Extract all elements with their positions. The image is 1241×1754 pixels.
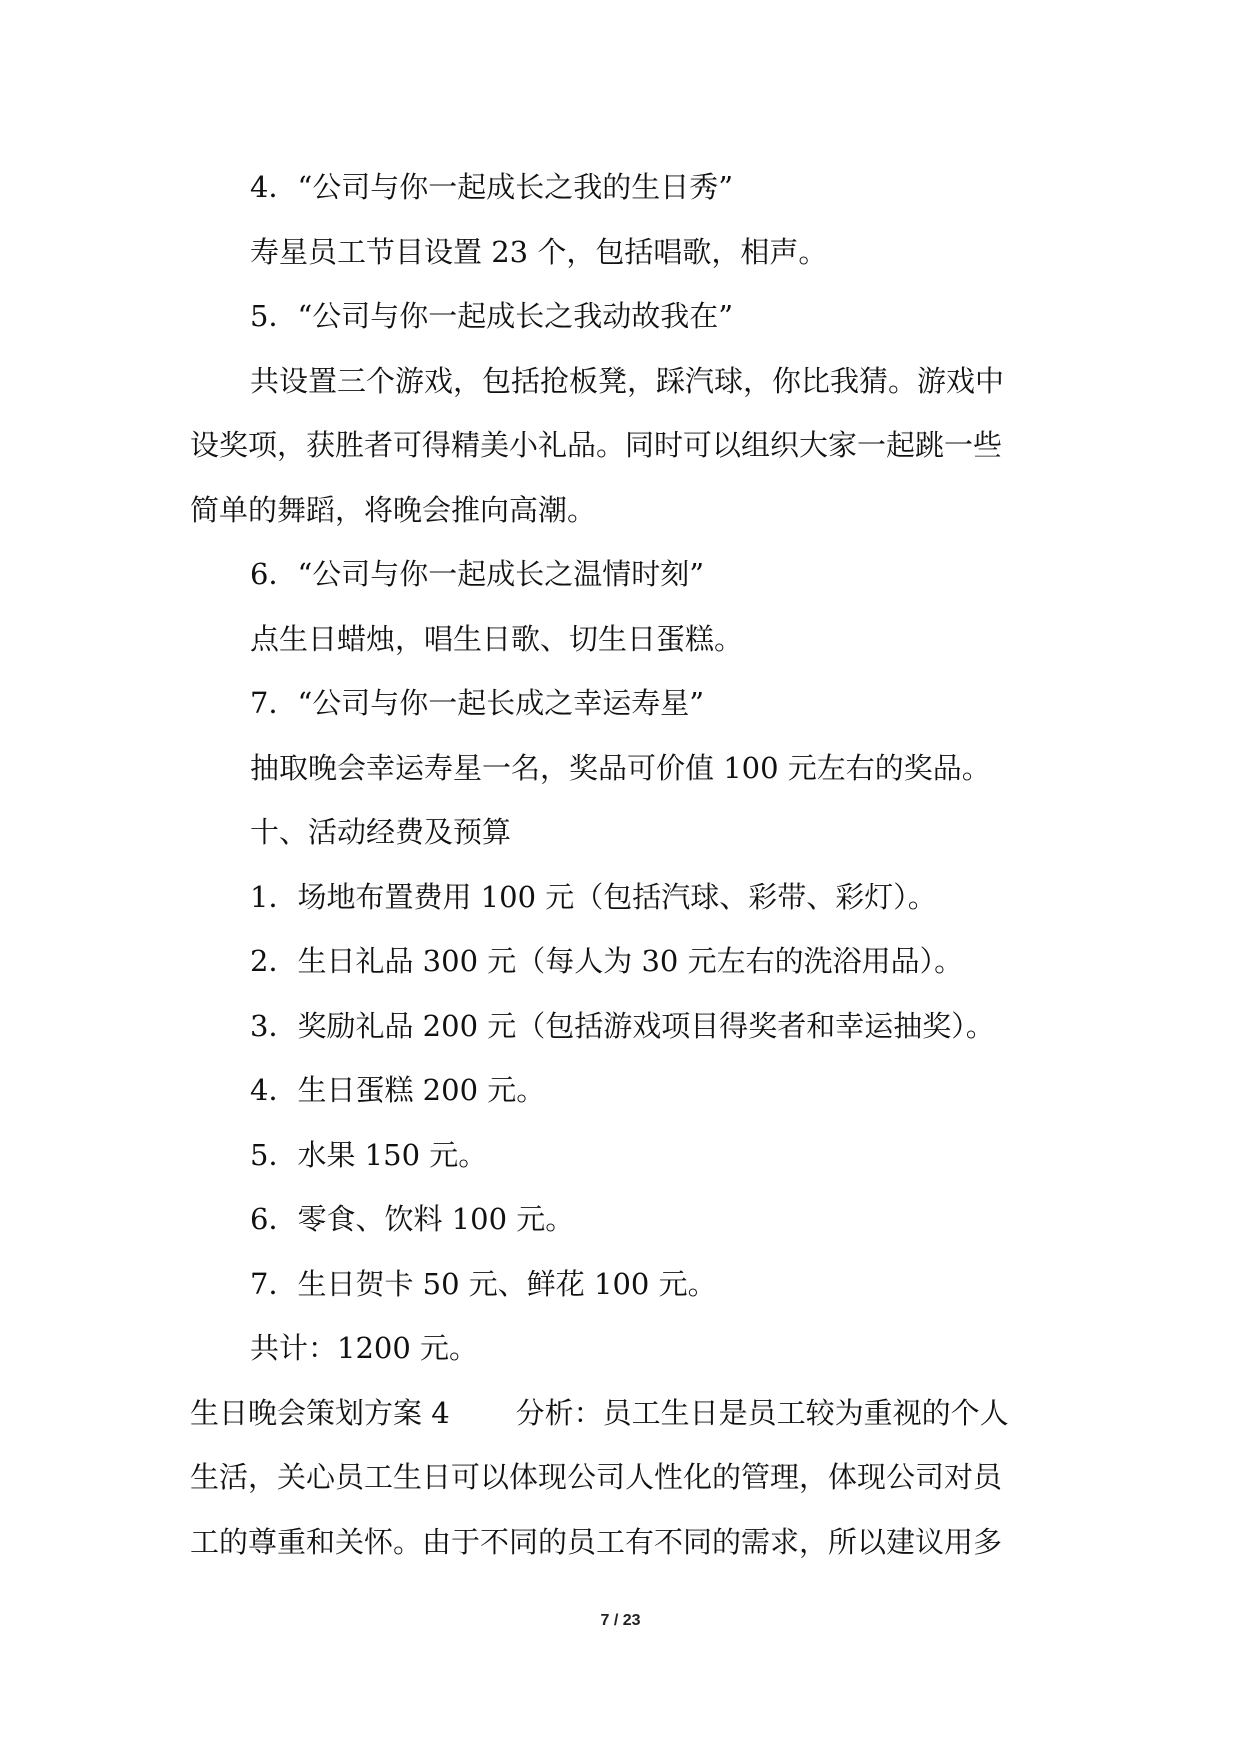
budget-item: 6．零食、饮料 100 元。 — [250, 1202, 575, 1236]
paragraph-line: 设奖项，获胜者可得精美小礼品。同时可以组织大家一起跳一些 — [190, 428, 1003, 462]
item-text-6: 点生日蜡烛，唱生日歌、切生日蛋糕。 — [250, 621, 744, 656]
plan-analysis-start: 分析：员工生日是员工较为重视的个人 — [515, 1395, 1009, 1430]
item-heading-7: 7．“公司与你一起长成之幸运寿星” — [250, 686, 705, 720]
budget-item: 7．生日贺卡 50 元、鲜花 100 元。 — [250, 1266, 717, 1301]
paragraph-plan-4 — [190, 1381, 1050, 1575]
budget-item: 5．水果 150 元。 — [250, 1137, 488, 1172]
item-heading-5: 5．“公司与你一起成长之我动故我在” — [250, 299, 734, 333]
budget-item: 2．生日礼品 300 元（每人为 30 元左右的洗浴用品）。 — [250, 944, 964, 978]
paragraph-line: 简单的舞蹈，将晚会推向高潮。 — [190, 492, 597, 527]
paragraph-line: 生活，关心员工生日可以体现公司人性化的管理，体现公司对员 — [190, 1460, 1003, 1494]
page-body — [190, 155, 1050, 1574]
budget-item: 4．生日蛋糕 200 元。 — [250, 1073, 546, 1107]
budget-item: 1．场地布置费用 100 元（包括汽球、彩带、彩灯）。 — [250, 879, 937, 914]
item-text-4: 寿星员工节目设置 23 个，包括唱歌，相声。 — [250, 234, 828, 269]
paragraph-line: 工的尊重和关怀。由于不同的员工有不同的需求，所以建议用多 — [190, 1524, 1003, 1559]
paragraph-line: 共设置三个游戏，包括抢板凳，踩汽球，你比我猜。游戏中 — [250, 363, 1005, 398]
plan-title: 生日晚会策划方案 4 — [190, 1395, 450, 1430]
budget-total: 共计：1200 元。 — [250, 1331, 479, 1365]
item-heading-6: 6．“公司与你一起成长之温情时刻” — [250, 557, 705, 591]
paragraph-line — [190, 1381, 1050, 1446]
section-heading-budget: 十、活动经费及预算 — [250, 815, 512, 849]
paragraph-games — [190, 349, 1050, 543]
budget-item: 3．奖励礼品 200 元（包括游戏项目得奖者和幸运抽奖）。 — [250, 1008, 995, 1043]
item-text-7: 抽取晚会幸运寿星一名，奖品可价值 100 元左右的奖品。 — [250, 750, 991, 785]
item-heading-4: 4．“公司与你一起成长之我的生日秀” — [250, 170, 734, 204]
page-number: 7 / 23 — [600, 1612, 641, 1629]
